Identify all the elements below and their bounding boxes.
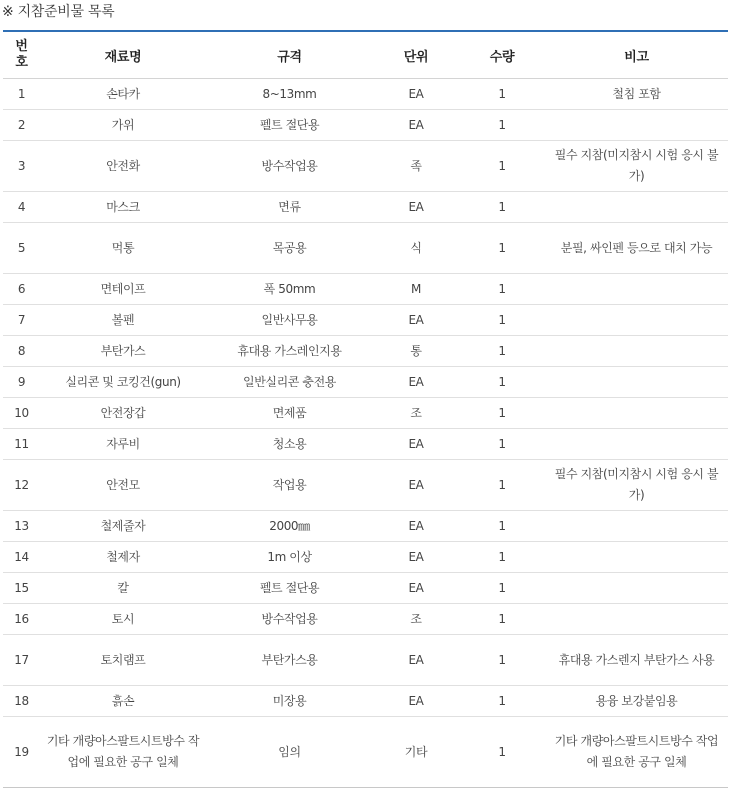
table-row	[3, 429, 728, 460]
cell-quantity: 1	[459, 398, 545, 429]
cell-unit: EA	[373, 542, 459, 573]
cell-unit: EA	[373, 686, 459, 717]
cell-quantity: 1	[459, 110, 545, 141]
cell-quantity: 1	[459, 367, 545, 398]
table-row	[3, 274, 728, 305]
cell-spec: 8~13mm	[206, 79, 373, 110]
cell-note: 분필, 싸인펜 등으로 대치 가능	[545, 223, 728, 274]
cell-name: 칼	[40, 573, 206, 604]
cell-spec: 면제품	[206, 398, 373, 429]
cell-quantity: 1	[459, 336, 545, 367]
cell-spec: 폭 50mm	[206, 274, 373, 305]
cell-spec: 부탄가스용	[206, 635, 373, 686]
cell-unit: EA	[373, 367, 459, 398]
cell-quantity: 1	[459, 79, 545, 110]
column-header-number-label: 번 호	[15, 39, 28, 70]
cell-unit: 통	[373, 336, 459, 367]
cell-note: 필수 지참(미지참시 시험 응시 불가)	[545, 141, 728, 192]
cell-note: 필수 지참(미지참시 시험 응시 불가)	[545, 460, 728, 511]
column-header-unit: 단위	[373, 31, 459, 79]
cell-unit: EA	[373, 110, 459, 141]
cell-name: 안전장갑	[40, 398, 206, 429]
table-row	[3, 460, 728, 511]
cell-number: 9	[3, 367, 40, 398]
cell-name: 부탄가스	[40, 336, 206, 367]
cell-spec: 미장용	[206, 686, 373, 717]
cell-unit: EA	[373, 192, 459, 223]
table-row	[3, 141, 728, 192]
cell-number: 1	[3, 79, 40, 110]
table-row	[3, 336, 728, 367]
cell-name: 면테이프	[40, 274, 206, 305]
cell-number: 5	[3, 223, 40, 274]
cell-number: 18	[3, 686, 40, 717]
table-row	[3, 223, 728, 274]
cell-quantity: 1	[459, 686, 545, 717]
cell-spec: 펠트 절단용	[206, 110, 373, 141]
cell-note	[545, 305, 728, 336]
cell-unit: EA	[373, 429, 459, 460]
cell-name: 볼펜	[40, 305, 206, 336]
cell-quantity: 1	[459, 635, 545, 686]
table-row	[3, 305, 728, 336]
table-row	[3, 604, 728, 635]
cell-name: 안전모	[40, 460, 206, 511]
cell-quantity: 1	[459, 223, 545, 274]
cell-quantity: 1	[459, 305, 545, 336]
cell-number: 6	[3, 274, 40, 305]
cell-quantity: 1	[459, 542, 545, 573]
cell-name: 철제자	[40, 542, 206, 573]
cell-note: 용융 보강붙임용	[545, 686, 728, 717]
cell-note: 기타 개량아스팔트시트방수 작업에 필요한 공구 일체	[545, 717, 728, 788]
table-row	[3, 79, 728, 110]
cell-number: 16	[3, 604, 40, 635]
cell-quantity: 1	[459, 573, 545, 604]
table-row	[3, 542, 728, 573]
cell-spec: 펠트 절단용	[206, 573, 373, 604]
cell-name: 토시	[40, 604, 206, 635]
cell-name: 토치램프	[40, 635, 206, 686]
cell-spec: 면류	[206, 192, 373, 223]
column-header-spec: 규격	[206, 31, 373, 79]
table-row	[3, 110, 728, 141]
cell-name: 손타카	[40, 79, 206, 110]
cell-number: 7	[3, 305, 40, 336]
cell-note	[545, 367, 728, 398]
cell-number: 19	[3, 717, 40, 788]
column-header-name: 재료명	[40, 31, 206, 79]
cell-unit: 기타	[373, 717, 459, 788]
cell-name: 마스크	[40, 192, 206, 223]
cell-note	[545, 336, 728, 367]
cell-note	[545, 511, 728, 542]
cell-number: 14	[3, 542, 40, 573]
cell-note: 휴대용 가스렌지 부탄가스 사용	[545, 635, 728, 686]
cell-note	[545, 429, 728, 460]
cell-quantity: 1	[459, 274, 545, 305]
cell-unit: 식	[373, 223, 459, 274]
table-row	[3, 511, 728, 542]
table-header	[3, 31, 728, 79]
cell-spec: 목공용	[206, 223, 373, 274]
cell-spec: 일반사무용	[206, 305, 373, 336]
cell-unit: 조	[373, 398, 459, 429]
cell-unit: EA	[373, 79, 459, 110]
table-row	[3, 398, 728, 429]
cell-name: 실리콘 및 코킹건(gun)	[40, 367, 206, 398]
cell-spec: 작업용	[206, 460, 373, 511]
cell-number: 8	[3, 336, 40, 367]
cell-unit: 족	[373, 141, 459, 192]
cell-unit: EA	[373, 305, 459, 336]
page-title: ※ 지참준비물 목록	[2, 4, 115, 20]
supplies-table	[3, 30, 728, 788]
cell-note: 철침 포함	[545, 79, 728, 110]
cell-name: 안전화	[40, 141, 206, 192]
column-header-number	[3, 31, 40, 79]
table-row	[3, 686, 728, 717]
cell-name: 가위	[40, 110, 206, 141]
cell-spec: 일반실리콘 충전용	[206, 367, 373, 398]
cell-name: 철제줄자	[40, 511, 206, 542]
cell-note	[545, 604, 728, 635]
table-row	[3, 573, 728, 604]
cell-name: 흙손	[40, 686, 206, 717]
table-row	[3, 192, 728, 223]
table-row	[3, 635, 728, 686]
column-header-note: 비고	[545, 31, 728, 79]
cell-quantity: 1	[459, 192, 545, 223]
cell-name: 자루비	[40, 429, 206, 460]
cell-note	[545, 573, 728, 604]
cell-number: 4	[3, 192, 40, 223]
cell-quantity: 1	[459, 604, 545, 635]
cell-spec: 임의	[206, 717, 373, 788]
cell-name: 기타 개량아스팔트시트방수 작업에 필요한 공구 일체	[40, 717, 206, 788]
header-row	[3, 31, 728, 79]
cell-quantity: 1	[459, 511, 545, 542]
cell-name: 먹통	[40, 223, 206, 274]
cell-spec: 1m 이상	[206, 542, 373, 573]
cell-quantity: 1	[459, 460, 545, 511]
cell-unit: M	[373, 274, 459, 305]
cell-number: 15	[3, 573, 40, 604]
cell-quantity: 1	[459, 141, 545, 192]
cell-number: 2	[3, 110, 40, 141]
cell-unit: EA	[373, 511, 459, 542]
cell-spec: 휴대용 가스레인지용	[206, 336, 373, 367]
cell-unit: EA	[373, 573, 459, 604]
cell-unit: EA	[373, 635, 459, 686]
table-row	[3, 717, 728, 788]
cell-note	[545, 192, 728, 223]
column-header-quantity: 수량	[459, 31, 545, 79]
cell-spec: 2000㎜	[206, 511, 373, 542]
cell-quantity: 1	[459, 429, 545, 460]
cell-spec: 청소용	[206, 429, 373, 460]
cell-number: 10	[3, 398, 40, 429]
cell-number: 17	[3, 635, 40, 686]
cell-note	[545, 110, 728, 141]
table-row	[3, 367, 728, 398]
cell-spec: 방수작업용	[206, 141, 373, 192]
cell-quantity: 1	[459, 717, 545, 788]
cell-note	[545, 398, 728, 429]
cell-number: 11	[3, 429, 40, 460]
cell-number: 12	[3, 460, 40, 511]
cell-number: 3	[3, 141, 40, 192]
cell-number: 13	[3, 511, 40, 542]
cell-spec: 방수작업용	[206, 604, 373, 635]
cell-note	[545, 274, 728, 305]
cell-note	[545, 542, 728, 573]
table-body	[3, 79, 728, 788]
cell-unit: 조	[373, 604, 459, 635]
cell-unit: EA	[373, 460, 459, 511]
